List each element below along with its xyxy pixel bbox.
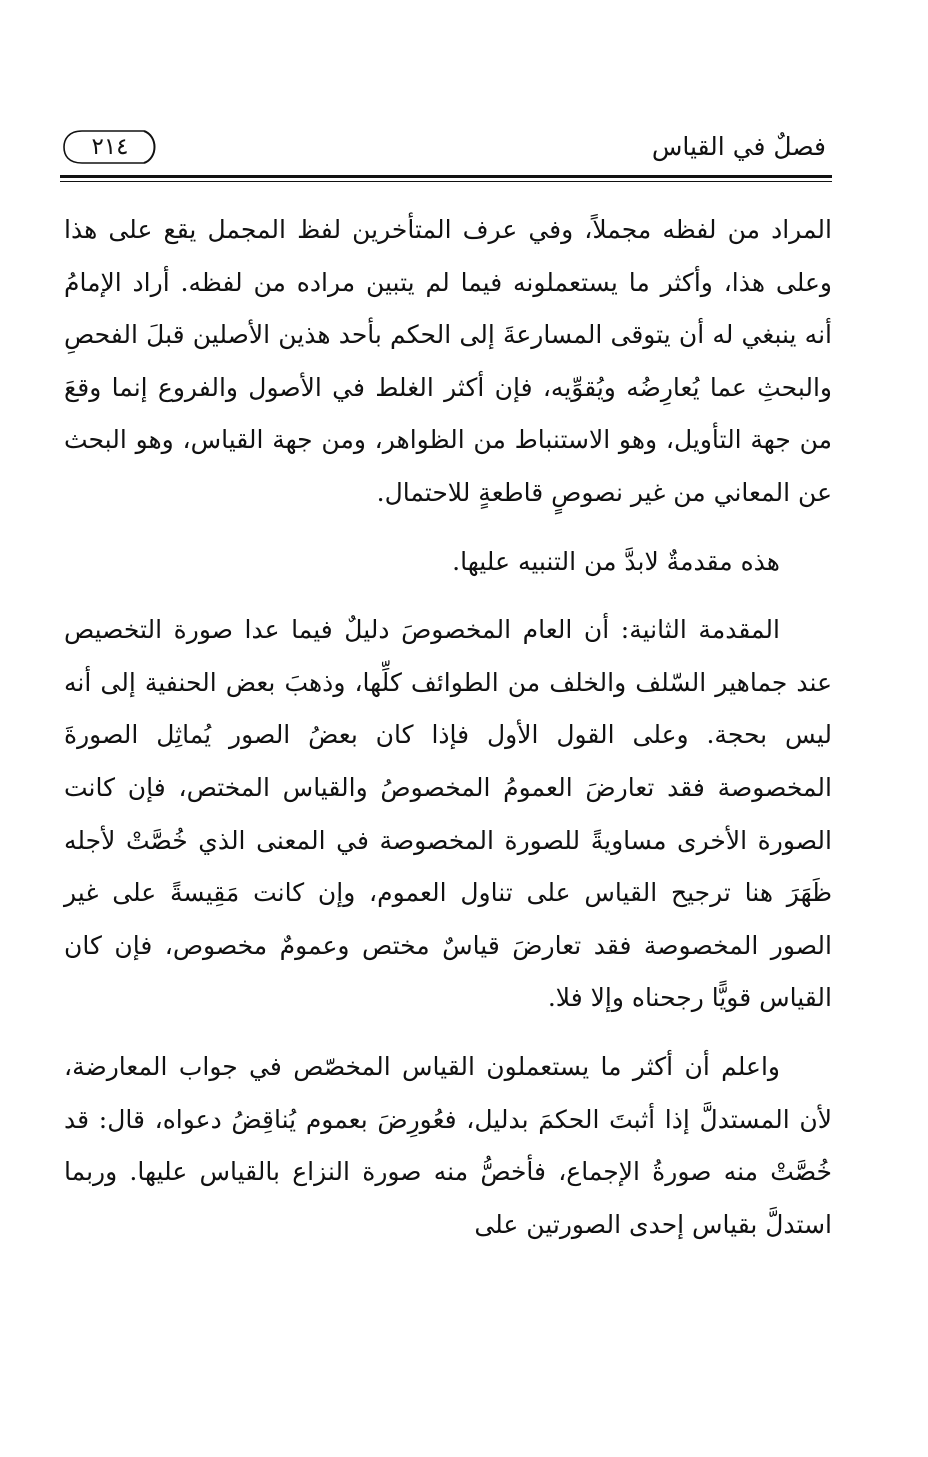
- chapter-title: فصلٌ في القياس: [651, 132, 826, 161]
- header-divider: [60, 175, 832, 178]
- paragraph-1: المراد من لفظه مجملاً، وفي عرف المتأخرين لفظ المجمل يقع على هذا وعلى هذا، وأكثر ما يستعملونه فيما لم يتبين مراده من لفظه. أراد الإمامُ أنه ينبغي له أن يتوقى المسارعةَ إلى الحكم بأحد هذين الأصلين قبلَ الفحصِ والبحثِ عما يُعارِضُه ويُقوِّيه، فإن أكثر الغلط في الأصول والفروع إنما وقعَ من جهة التأويل، وهو الاستنباط من الظواهر، ومن جهة القياس، وهو البحث عن المعاني من غير نصوصٍ قاطعةٍ للاحتمال.: [64, 215, 832, 507]
- paragraph-3: المقدمة الثانية: أن العام المخصوصَ دليلٌ فيما عدا صورة التخصيص عند جماهير السّلف والخلف من الطوائف كلِّها، وذهبَ بعض الحنفية إلى أنه ليس بحجة. وعلى القول الأول فإذا كان بعضُ الصور يُماثِل الصورةَ المخصوصة فقد تعارضَ العمومُ المخصوصُ والقياس المختص، فإن كانت الصورة الأخرى مساويةً للصورة المخصوصة في المعنى الذي خُصَّتْ لأجله ظَهَرَ هنا ترجيح القياس على تناول العموم، وإن كانت مَقِيسةً على غير الصور المخصوصة فقد تعارضَ قياسٌ مختص وعمومٌ مخصوص، فإن كان القياس قويًّا رجحناه وإلا فلا.: [64, 615, 832, 1013]
- page-number-badge: [60, 128, 160, 166]
- header-divider-thin: [60, 181, 832, 182]
- paragraph-2: هذه مقدمةٌ لابدَّ من التنبيه عليها.: [452, 546, 780, 576]
- page-number: ٢١٤: [91, 134, 129, 160]
- running-header: [60, 126, 832, 168]
- page-body: [64, 204, 832, 1251]
- paragraph-4: واعلم أن أكثر ما يستعملون القياس المخصّص في جواب المعارضة، لأن المستدلَّ إذا أثبتَ الحكمَ بدليل، فعُورِضَ بعموم يُناقِضُ دعواه، قال: قد خُصَّتْ منه صورةُ الإجماع، فأخصُّ منه صورة النزاع بالقياس عليها. وربما استدلَّ بقياس إحدى الصورتين على: [64, 1051, 832, 1239]
